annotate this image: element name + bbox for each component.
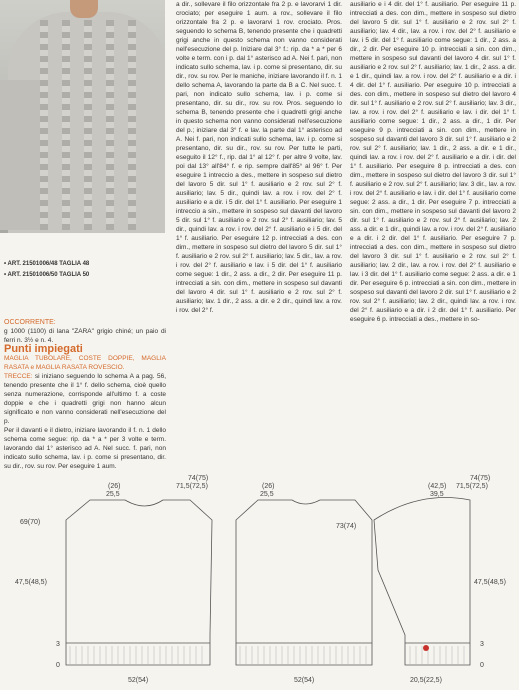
occorrente-text: g 1000 (1100) di lana "ZARA" grigio chiné; un paio di ferri n. 3½ e n. 4. bbox=[4, 328, 166, 344]
back-side-right2: 71,5(72,5) bbox=[176, 483, 208, 490]
left-column bbox=[4, 318, 166, 471]
middle-text: a dir., sollevare il filo orizzontale fra 2 p. e lavorarvi 1 dir. crociato; per eseguire 1 aum. a rov., sollevare il filo orizzontale fra 2 p. e lavorarvi 1 rov. crociato. Pros. seguendo lo schema B, tenendo presente che i quadretti grigi anche in questo schema non vanno considerati nell'esecuzione del p. Iniziare dal 3° f.: rip. da * a * per 6 volte e term. con i p. dal 1° asterisco ad A. Nei f. pari, non indicato sullo schema, lav. i p. come si presentano, dir. su dir., rov. su rov. Per le maniche, iniziare lavorando il f. n. 1 dello schema A, lavorando la parte da B a C. Nel succ. f. pari, non indicato sullo schema, lav. i p. come si presentano, dir. su dir., rov. su rov. Pros. seguendo lo schema B, tenendo presente che i quadretti grigi anche in questo schema non vanno considerati nell'esecuzione del p.; iniziare dal 3° f. e lav. la parte dal 1° asterisco ad A. Nei f. pari, non indicati sullo schema, lav. i p. come si presentano, dir. su dir., rov. su rov. Per tutte le parti, eseguito il 12° f., rip. dal 1° al 12° f. per altre 9 volte, lav. poi dal 13° all'84° f. e rip. sempre dall'85° al 96° f. Per eseguire 1 intreccio a des., mettere in sospeso sul dietro del lavoro 5 dir. sul 1° f. ausiliario e 2 rov. sul 2° f. ausiliario; lav. 5 dir., quindi lav. a rov. i rov. del 2° f. ausiliario e a dir. i 5 dir. del 1° f. ausiliario. Per eseguire 1 intreccio a sin., mettere in sospeso sul davanti del lavoro 5 dir. sul 1° f. ausiliario e 2 rov. sul 2° f. ausiliario; lav. 5 dir., quindi lav. a rov. i rov. del 2° f. ausiliario e i 5 dir. del 1° f. ausiliario. Per eseguire 12 p. intrecciati a des. con dim., mettere in sospeso sul dietro del lavoro 5 dir. sul 1° f. ausiliario e 2 rov. sul 2° f. ausiliario; lav. 5 dir., lav. a rov. i rov. del 2° f. ausiliario e lav. i 5 dir. del 1° f. ausiliario come segue: 1 dir., 2 ass. a dir., 2 dir. Per eseguire 11 p. intrecciati a sin. con dim., mettere in sospeso sul davanti del lavoro 4 dir. sul 1° f. ausiliario e 2 rov. sul 2° f. ausiliario; lav. 1 dir., 2 ass. a dir. e 2 dir., quindi lav. a rov. i rov. del 2° f. bbox=[176, 1, 342, 314]
sleeve-zero: 0 bbox=[480, 662, 484, 669]
front-bottom: 52(54) bbox=[294, 677, 315, 684]
back-top-width-b: 25,5 bbox=[106, 491, 120, 498]
sleeve-rib: 3 bbox=[480, 641, 484, 648]
article-50: • ART. 21501006/50 TAGLIA 50 bbox=[4, 272, 90, 278]
punti-title: Punti impiegati bbox=[4, 343, 83, 355]
right-column bbox=[350, 0, 516, 324]
back-rib: 3 bbox=[56, 641, 60, 648]
front-side-right: 73(74) bbox=[336, 523, 357, 530]
sleeve-top-width-a: (42,5) bbox=[428, 483, 447, 490]
back-zero: 0 bbox=[56, 662, 60, 669]
pattern-schemas bbox=[0, 460, 519, 690]
back-bottom: 52(54) bbox=[128, 677, 149, 684]
schema-sleeve bbox=[374, 498, 470, 666]
article-48: • ART. 21501006/48 TAGLIA 48 bbox=[4, 261, 90, 267]
trecce-label: TRECCE: bbox=[4, 373, 33, 380]
front-top-width-a: (26) bbox=[262, 483, 275, 490]
punti-subtitle: MAGLIA TUBOLARE, COSTE DOPPIE, MAGLIA RASATA e MAGLIA RASATA ROVESCIO. bbox=[4, 355, 166, 371]
sleeve-armhole: 47,5(48,5) bbox=[474, 579, 506, 586]
back-side-right: 74(75) bbox=[188, 475, 209, 482]
sweater-photo bbox=[0, 0, 165, 233]
body-paragraph: Per il davanti e il dietro, iniziare lavorando il f. n. 1 dello schema come segue: rip. da * a * per 3 volte e term. lavorando dal 1° asterisco ad A. Nel succ. f. pari, non indicato sullo schema, lav. i p. come si presentano, dir. su dir., rov. su rov. Per eseguire 1 aum. bbox=[4, 427, 166, 470]
trecce-paragraph bbox=[4, 372, 166, 426]
middle-column bbox=[176, 0, 342, 315]
schema-back bbox=[66, 500, 212, 665]
sleeve-side-right2: 71,5(72,5) bbox=[456, 483, 488, 490]
back-armhole: 47,5(48,5) bbox=[15, 579, 47, 586]
sleeve-side-right: 74(75) bbox=[470, 475, 491, 482]
occorrente-title: OCCORRENTE: bbox=[4, 319, 56, 326]
sleeve-top-width-b: 39,5 bbox=[430, 491, 444, 498]
logo-mark-icon bbox=[423, 645, 429, 651]
right-text: ausiliario e i 4 dir. del 1° f. ausiliario. Per eseguire 11 p. intrecciati a des. con dim., mettere in sospeso sul dietro del lavoro 5 dir. sul 1° f. ausiliario e 2 rov. sul 2° f. ausiliario; lav. 4 dir., lav. a rov. i rov. del 2° f. ausiliario e lav. i 5 dir. del 1° f. ausiliario come segue: 1 dir., 2 ass. a dir., 2 dir. Per eseguire 10 p. intrecciati a sin. con dim., mettere in sospeso sul davanti del lavoro 4 dir. sul 1° f. ausiliario e 2 rov. sul 2° f. ausiliario; lav. 1 dir., 2 ass. a dir. e 1 dir., quindi lav. a rov. i rov. del 2° f. ausiliario e a dir. i 4 dir. del 1° f. ausiliario. Per eseguire 10 p. intrecciati a des. con dim., mettere in sospeso sul dietro del lavoro 4 dir. sul 1° f. ausiliario e 2 rov. sul 2° f. ausiliario; lav. 3 dir., lav. a rov. i rov. del 2° f. ausiliario e lav. i dir. del 1° f. ausiliario come segue: 1 dir., 2 ass. a dir., 1 dir. Per eseguire 9 p. intrecciati a sin. con dim., mettere in sospeso sul davanti del lavoro 3 dir. sul 1° f. ausiliario e 2 rov. sul 2° f. ausiliario; lav. 1 dir., 2 ass. a dir. e 1 dir., quindi lav. a rov. i rov. del 2° f. ausiliario e a dir. i dir. del 1° f. ausiliario. Per eseguire 8 p. intrecciati a des. con dim., mettere in sospeso sul dietro del lavoro 3 dir. sul 1° f. ausiliario e 2 rov. sul 2° f. ausiliario; lav. 3 dir., lav. a rov. i rov. del 2° f. ausiliario e lav. i dir. del 1° f. ausiliario come segue: 2 ass. a dir., 1 dir. Per eseguire 7 p. intrecciati a sin. con dim., mettere in sospeso sul davanti del lavoro 2 dir. sul 1° f. ausiliario e 2 rov. sul 2° f. ausiliario; lav. 2 ass. a dir. e 1 dir., quindi lav. a rov. i rov. del 2° f. ausiliario e a dir. i 2 dir. del 1° f. ausiliario. Per eseguire 7 p. intrecciati a des. con dim., mettere in sospeso sul dietro del lavoro 3 dir. sul 1° f. ausiliario e 2 rov. sul 2° f. ausiliario; lav. 2 dir., lav. a rov. i rov. del 2° f. ausiliario e lav. i 3 dir. del 1° f. ausiliario come segue: 2 ass. a dir. e 1 dir. Per eseguire 6 p. intrecciati a sin. con dim., mettere in sospeso sul davanti del lavoro 2 dir. sul 1° f. ausiliario e 2 rov. sul 2° f. ausiliario; lav. 2 dir., quindi lav. a rov. i rov. del 2° f. ausiliario e a dir. i 2 dir. del 1° f. ausiliario. Per eseguire 6 p. intrecciati a des., mettere in so- bbox=[350, 1, 516, 323]
front-top-width-b: 25,5 bbox=[260, 491, 274, 498]
trecce-text: si iniziano seguendo lo schema A a pag. 56, tenendo presente che il 1° f. dello schema, cioè quello senza numerazione, corrisponde all'ultimo f. a coste doppie e che i quadretti grigi non hanno alcun significato e non vanno considerati nell'esecuzione del p. bbox=[4, 373, 166, 425]
back-side-total: 69(70) bbox=[20, 519, 41, 526]
back-top-width-a: (26) bbox=[108, 483, 121, 490]
article-captions bbox=[4, 261, 89, 283]
sleeve-bottom: 20,5(22,5) bbox=[410, 677, 442, 684]
